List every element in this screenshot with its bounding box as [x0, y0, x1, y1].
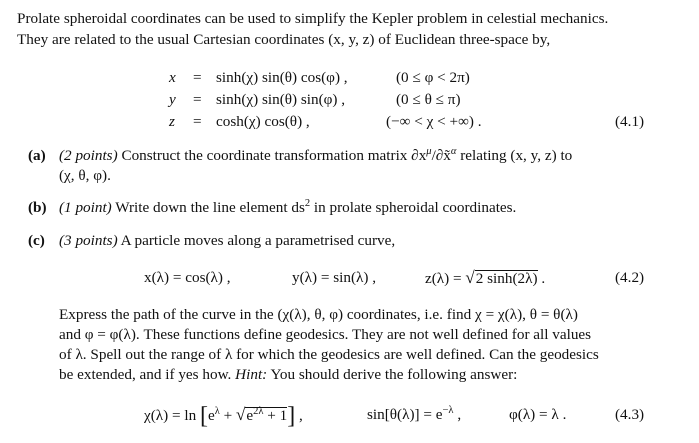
- part-b-sup: 2: [304, 198, 311, 209]
- eq42-x: x(λ) = cos(λ) ,: [144, 269, 231, 286]
- part-b-label: (b): [28, 199, 47, 216]
- eq41-rhs-x: sinh(χ) sin(θ) cos(φ) ,: [216, 69, 348, 86]
- eq41-number: (4.1): [615, 113, 645, 130]
- eq42-number: (4.2): [615, 269, 645, 286]
- eq41-rhs-z: cosh(χ) cos(θ) ,: [216, 113, 310, 130]
- eq43-e-exp: λ: [214, 406, 220, 417]
- sqrt-icon: √: [465, 268, 475, 287]
- eq41-range-theta: (0 ≤ θ ≤ π): [396, 91, 461, 108]
- eq43-e-base: e: [208, 407, 215, 424]
- eq42-z: [425, 268, 545, 288]
- eq43-chi-lhs: χ(λ) = ln: [144, 407, 197, 424]
- part-a-line-2: (χ, θ, φ).: [59, 167, 111, 184]
- express-line-1: Express the path of the curve in the (χ(λ), θ, φ) coordinates, i.e. find χ = χ(λ), θ = θ(λ): [59, 306, 578, 323]
- eq43-radicand: [245, 407, 287, 423]
- eq41-eq-1: =: [193, 69, 202, 86]
- part-c-label: (c): [28, 232, 45, 249]
- eq43-sin: [367, 405, 461, 424]
- eq43-number: (4.3): [615, 406, 645, 423]
- part-a-line-1: [59, 146, 572, 165]
- eq43-close-bracket: ]: [287, 403, 296, 429]
- part-a-label: (a): [28, 147, 46, 164]
- express-line-4a: be extended, and if yes how.: [59, 366, 236, 383]
- eq43-sin-comma: ,: [453, 406, 462, 423]
- eq43-plus: +: [219, 407, 237, 424]
- intro-line-2: They are related to the usual Cartesian coordinates (x, y, z) of Euclidean three-space by,: [17, 31, 551, 48]
- part-a-text-1: Construct the coordinate transformation matrix ∂x: [121, 147, 427, 164]
- part-a-sup-mu: μ: [426, 146, 432, 157]
- eq41-eq-3: =: [193, 113, 202, 130]
- eq43-rad-base: e: [246, 407, 254, 424]
- eq41-lhs-z: z: [169, 113, 175, 130]
- part-b-text-1: Write down the line element ds: [115, 199, 305, 216]
- eq41-eq-2: =: [193, 91, 202, 108]
- express-line-2: and φ = φ(λ). These functions define geodesics. They are not well defined for all values: [59, 326, 592, 343]
- eq42-z-end: .: [537, 270, 546, 287]
- express-line-3: of λ. Spell out the range of λ for which the geodesics are well defined. Can the geodesics: [59, 346, 599, 363]
- intro-line-1: Prolate spheroidal coordinates can be used to simplify the Kepler problem in celestial mechanics.: [17, 10, 609, 27]
- part-c-points: (3 points): [59, 232, 118, 249]
- express-line-4: [59, 365, 517, 384]
- eq43-open-bracket: [: [200, 403, 208, 429]
- eq42-y: y(λ) = sin(λ) ,: [292, 269, 377, 286]
- part-c-line: [59, 231, 395, 250]
- part-b-text-2: in prolate spheroidal coordinates.: [310, 199, 517, 216]
- express-line-4b: You should derive the following answer:: [267, 366, 518, 383]
- eq43-rad-tail: + 1: [263, 407, 288, 424]
- eq43-phi: φ(λ) = λ .: [509, 406, 567, 423]
- eq41-range-phi: (0 ≤ φ < 2π): [396, 69, 470, 86]
- part-b-points: (1 point): [59, 199, 112, 216]
- eq42-z-radicand: 2 sinh(2λ): [475, 270, 538, 287]
- part-a-sup-alpha: α: [450, 146, 457, 157]
- express-hint: Hint:: [235, 366, 268, 383]
- eq41-range-chi: (−∞ < χ < +∞) .: [386, 113, 482, 130]
- eq43-sin-part: sin[θ(λ)] = e: [367, 406, 443, 423]
- sqrt-icon: √: [236, 405, 246, 424]
- eq43-rad-exp: 2λ: [253, 406, 264, 417]
- part-c-text: A particle moves along a parametrised curve,: [120, 232, 396, 249]
- part-a-text-2: /∂x̃: [431, 147, 451, 164]
- part-b-line: [59, 198, 516, 217]
- eq43-sin-exp: −λ: [442, 405, 454, 416]
- eq41-lhs-x: x: [169, 69, 176, 86]
- eq43-comma: ,: [295, 407, 303, 424]
- eq42-z-lhs: z(λ) =: [425, 270, 462, 287]
- eq43-chi: [144, 403, 303, 429]
- part-a-points: (2 points): [59, 147, 118, 164]
- eq41-rhs-y: sinh(χ) sin(θ) sin(φ) ,: [216, 91, 346, 108]
- part-a-text-3: relating (x, y, z) to: [456, 147, 573, 164]
- eq41-lhs-y: y: [169, 91, 176, 108]
